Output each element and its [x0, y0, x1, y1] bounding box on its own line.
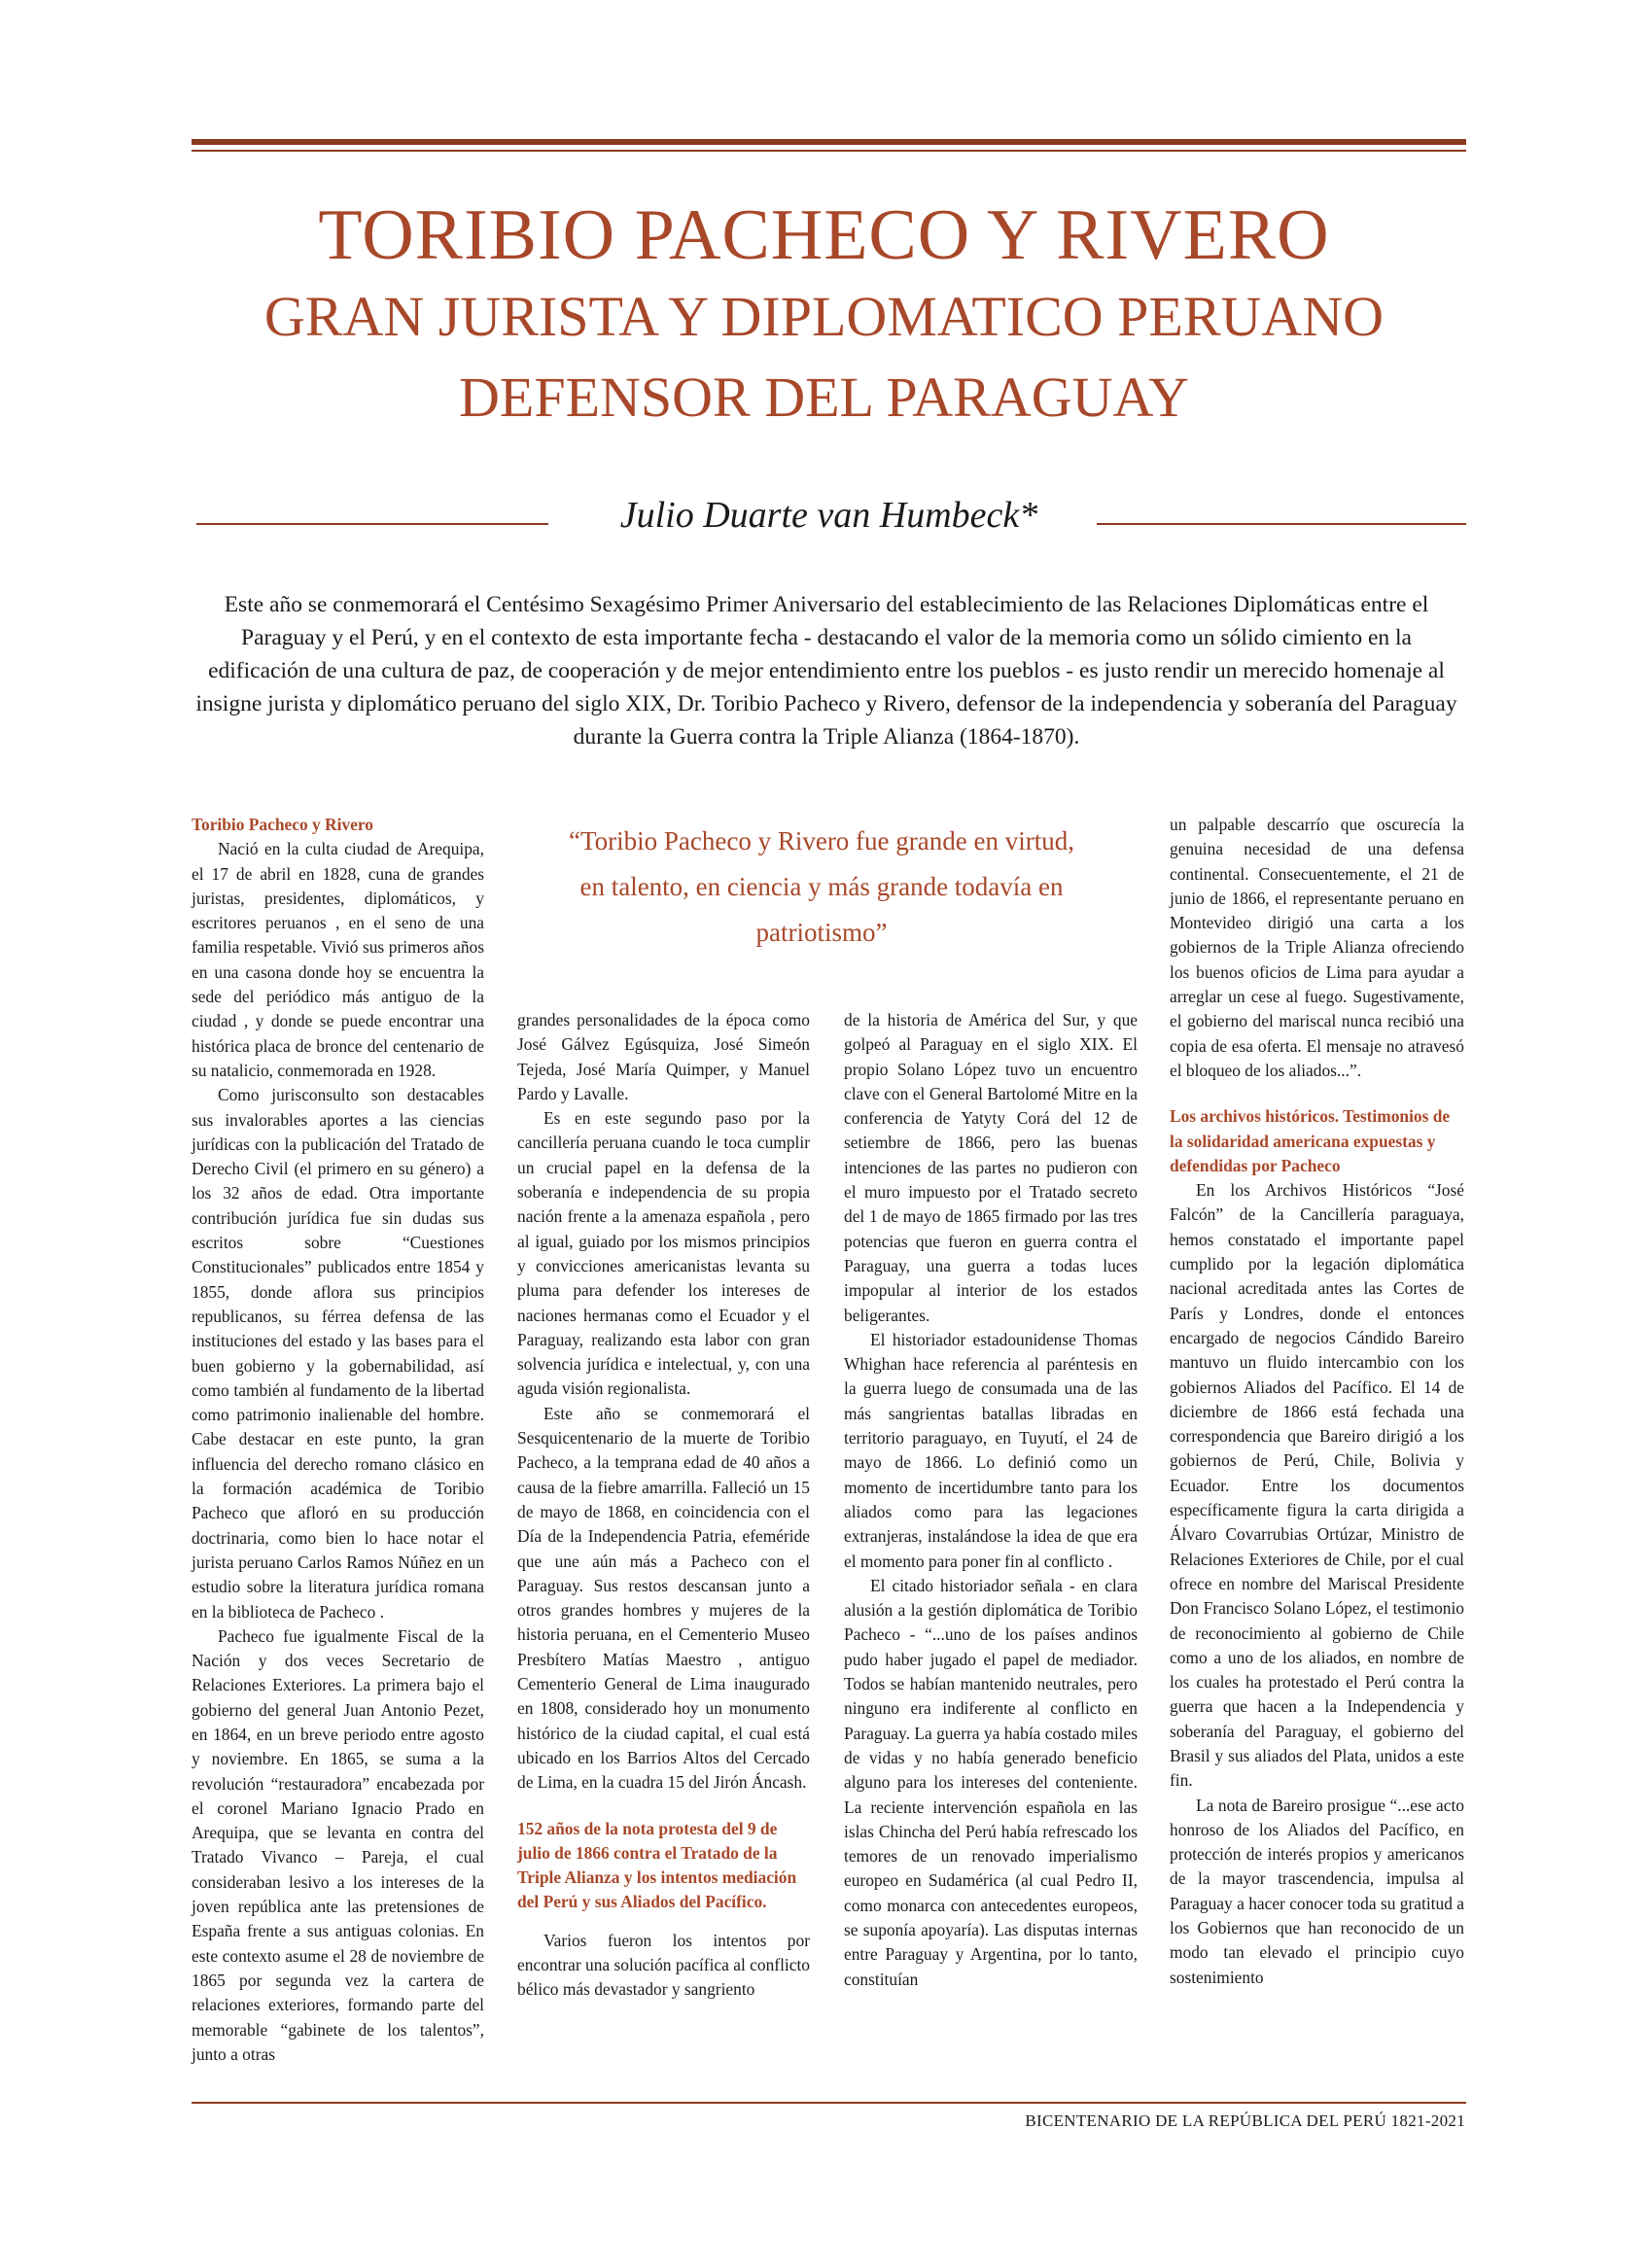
bottom-rule: [192, 2102, 1466, 2104]
page-footer: BICENTENARIO DE LA REPÚBLICA DEL PERÚ 1821-2021: [1025, 2111, 1465, 2130]
section-heading: Toribio Pacheco y Rivero: [192, 815, 373, 834]
top-rule-thick: [192, 139, 1466, 145]
column-2: [517, 1008, 810, 2003]
title-line-1: TORIBIO PACHECO Y RIVERO: [318, 195, 1330, 275]
paragraph: Varios fueron los intentos por encontrar una solución pacífica al conflicto bélico más devastador y sangriento: [517, 1930, 810, 2000]
paragraph: La nota de Bareiro prosigue “...ese acto honroso de los Aliados del Pacífico, en protección de interés propios y americanos de la mayor trascendencia, impulsa al Paraguay a hacer conocer toda su gratitud a los Gobiernos que han reconocido de un modo tan elevado el principio cuyo sostenimiento: [1170, 1795, 1464, 1987]
column-3: [844, 1008, 1138, 1992]
paragraph: grandes personalidades de la época como José Gálvez Egúsquiza, José Simeón Tejeda, José María Quimper, y Manuel Pardo y Lavalle.: [517, 1010, 810, 1103]
section-heading: Los archivos históricos. Testimonios de la solidaridad americana expuestas y defendidas por Pacheco: [1170, 1106, 1451, 1175]
paragraph: Este año se conmemorará el Sesquicentenario de la muerte de Toribio Pacheco, a la temprana edad de 40 años a causa de la fiebre amarrilla. Falleció un 15 de mayo de 1868, en coincidencia con el Día de la Independencia Patria, efeméride que une aún más a Pacheco con el Paraguay. Sus restos descansan junto a otros grandes hombres y mujeres de la historia peruana, en el Cementerio Museo Presbítero Matías Maestro , antiguo Cementerio General de Lima inaugurado en 1808, considerado hoy un monumento histórico de la ciudad capital, el cual está ubicado en los Barrios Altos del Cercado de Lima, en la cuadra 15 del Jirón Áncash.: [517, 1403, 810, 1793]
byline: [192, 494, 1466, 552]
paragraph: En los Archivos Históricos “José Falcón” de la Cancillería paraguaya, hemos constatado el importante papel cumplido por la legación diplomática nacional acreditada antes las Cortes de París y Londres, donde el entonces encargado de negocios Cándido Bareiro mantuvo un fluido intercambio con los gobiernos Aliados del Pacífico. El 14 de diciembre de 1866 está fechada una correspondencia que Bareiro dirigió a los gobiernos de Perú, Chile, Bolivia y Ecuador. Entre los documentos específicamente figura la carta dirigida a Álvaro Covarrubias Ortúzar, Ministro de Relaciones Exteriores de Chile, por el cual ofrece en nombre del Mariscal Presidente Don Francisco Solano López, el testimonio de reconocimiento al gobierno de Chile como a uno de los aliados, en nombre de los cuales ha protestado el Perú contra la guerra que hacen a la Independencia y soberanía del Paraguay, el gobierno del Brasil y sus aliados del Plata, unidos a este fin.: [1170, 1180, 1464, 1791]
paragraph: El citado historiador señala - en clara alusión a la gestión diplomática de Toribio Pacheco - “...uno de los países andinos pudo haber jugado el papel de mediador. Todos se habían mantenido neutrales, pero ninguno era indiferente al conflicto en Paraguay. La guerra ya había costado miles de vidas y no había generado beneficio alguno para los intereses del conteniente. La reciente intervención española en las islas Chincha del Perú había refrescado los temores de un renovado imperialismo europeo en Sudamérica (al cual Pedro II, como monarca con antecedentes europeos, se suponía apoyaría). Las disputas internas entre Paraguay y Argentina, por lo tanto, constituían: [844, 1575, 1138, 1989]
paragraph: Como jurisconsulto son destacables sus invalorables aportes a las ciencias jurídicas con la publicación del Tratado de Derecho Civil (el primero en su género) a los 32 años de edad. Otra importante contribución jurídica fue sin dudas sus escritos sobre “Cuestiones Constitucionales” publicados entre 1854 y 1855, donde aflora sus principios republicanos, su férrea defensa de las instituciones del estado y las bases para el buen gobierno y la gobernabilidad, así como también al fundamento de la libertad como patrimonio inalienable del hombre. Cabe destacar en este punto, la gran influencia del derecho romano clásico en la formación académica de Toribio Pacheco que afloró en su producción doctrinaria, como bien lo hace notar el jurista peruano Carlos Ramos Núñez en un estudio sobre la literatura jurídica romana en la biblioteca de Pacheco .: [192, 1085, 484, 1622]
paragraph: Es en este segundo paso por la cancillería peruana cuando le toca cumplir un crucial papel en la defensa de la soberanía e independencia de su propia nación frente a la amenaza española , pero al igual, guiado por los mismos principios y convicciones americanistas levanta su pluma para defender los intereses de naciones hermanas como el Ecuador y el Paraguay, realizando esta labor con gran solvencia jurídica e intelectual, y, con una aguda visión regionalista.: [517, 1108, 810, 1399]
abstract: Este año se conmemorará el Centésimo Sexagésimo Primer Aniversario del establecimiento de las Relaciones Diplomáticas entre el Paraguay y el Perú, y en el contexto de esta importante fecha - destacando el valor de la memoria como un sólido cimiento en la edificación de una cultura de paz, de cooperación y de mejor entendimiento entre los pueblos - es justo rendir un merecido homenaje al insigne jurista y diplomático peruano del siglo XIX, Dr. Toribio Pacheco y Rivero, defensor de la independencia y soberanía del Paraguay durante la Guerra contra la Triple Alianza (1864-1870).: [195, 592, 1457, 750]
paragraph: Pacheco fue igualmente Fiscal de la Nación y dos veces Secretario de Relaciones Exteriores. La primera bajo el gobierno del general Juan Antonio Pezet, en 1864, en un breve periodo entre agosto y noviembre. En 1865, se suma a la revolución “restauradora” encabezada por el coronel Mariano Ignacio Prado en Arequipa, que se levanta en contra del Tratado Vivanco – Pareja, el cual consideraban lesivo a los intereses de la joven república ante las pretensiones de España frente a sus antiguas colonias. En este contexto asume el 28 de noviembre de 1865 por segunda vez la cartera de relaciones exteriores, formando parte del memorable “gabinete de los talentos”, junto a otras: [192, 1625, 484, 2064]
title-line-3: DEFENSOR DEL PARAGUAY: [459, 366, 1189, 429]
paragraph: de la historia de América del Sur, y que golpeó al Paraguay en el siglo XIX. El propio Solano López tuvo un encuentro clave con el General Bartolomé Mitre en la conferencia de Yatyty Corá del 12 de setiembre de 1866, pero las buenas intenciones de las partes no pudieron con el muro impuesto por el Tratado secreto del 1 de mayo de 1865 firmado por las tres potencias que fueron en guerra contra el Paraguay, una guerra a todas luces impopular al interior de los estados beligerantes.: [844, 1010, 1138, 1325]
title-line-2: GRAN JURISTA Y DIPLOMATICO PERUANO: [263, 285, 1385, 348]
pull-quote: “Toribio Pacheco y Rivero fue grande en virtud, en talento, en ciencia y más grande todavía en patriotismo”: [569, 826, 1074, 947]
top-rule-thin: [192, 150, 1466, 152]
paragraph: El historiador estadounidense Thomas Whighan hace referencia al paréntesis en la guerra luego de consumada una de las más sangrientas batallas libradas en territorio paraguayo, en Tuyutí, el 24 de mayo de 1866. Lo definió como un momento de incertidumbre tanto para los aliados como para las legaciones extranjeras, instalándose la idea de que era el momento para poner fin al conflicto .: [844, 1329, 1138, 1571]
paragraph: Nació en la culta ciudad de Arequipa, el 17 de abril en 1828, cuna de grandes juristas, presidentes, diplomáticos, y escritores peruanos , en el seno de una familia respetable. Vivió sus primeros años en una casona donde hoy se encuentra la sede del periódico más antiguo de la ciudad , y donde se puede encontrar una histórica placa de bronce del centenario de su natalicio, conmemorada en 1928.: [192, 839, 484, 1080]
paragraph: un palpable descarrío que oscurecía la genuina necesidad de una defensa continental. Consecuentemente, el 21 de junio de 1866, el representante peruano en Montevideo dirigió una carta a los gobiernos de la Triple Alianza ofreciendo los buenos oficios de Lima para ayudar a arreglar un cese al fuego. Sugestivamente, el gobierno del mariscal nunca recibió una copia de esa oferta. El mensaje no atravesó el bloqueo de los aliados...”.: [1170, 815, 1464, 1080]
column-4: [1170, 813, 1464, 1990]
section-heading: 152 años de la nota protesta del 9 de julio de 1866 contra el Tratado de la Triple Alianza y los intentos mediación del Perú y sus Aliados del Pacífico.: [517, 1818, 797, 1912]
column-1: [192, 813, 484, 2067]
author-name: Julio Duarte van Humbeck*: [619, 495, 1038, 536]
byline-rule-right: [1097, 523, 1466, 525]
